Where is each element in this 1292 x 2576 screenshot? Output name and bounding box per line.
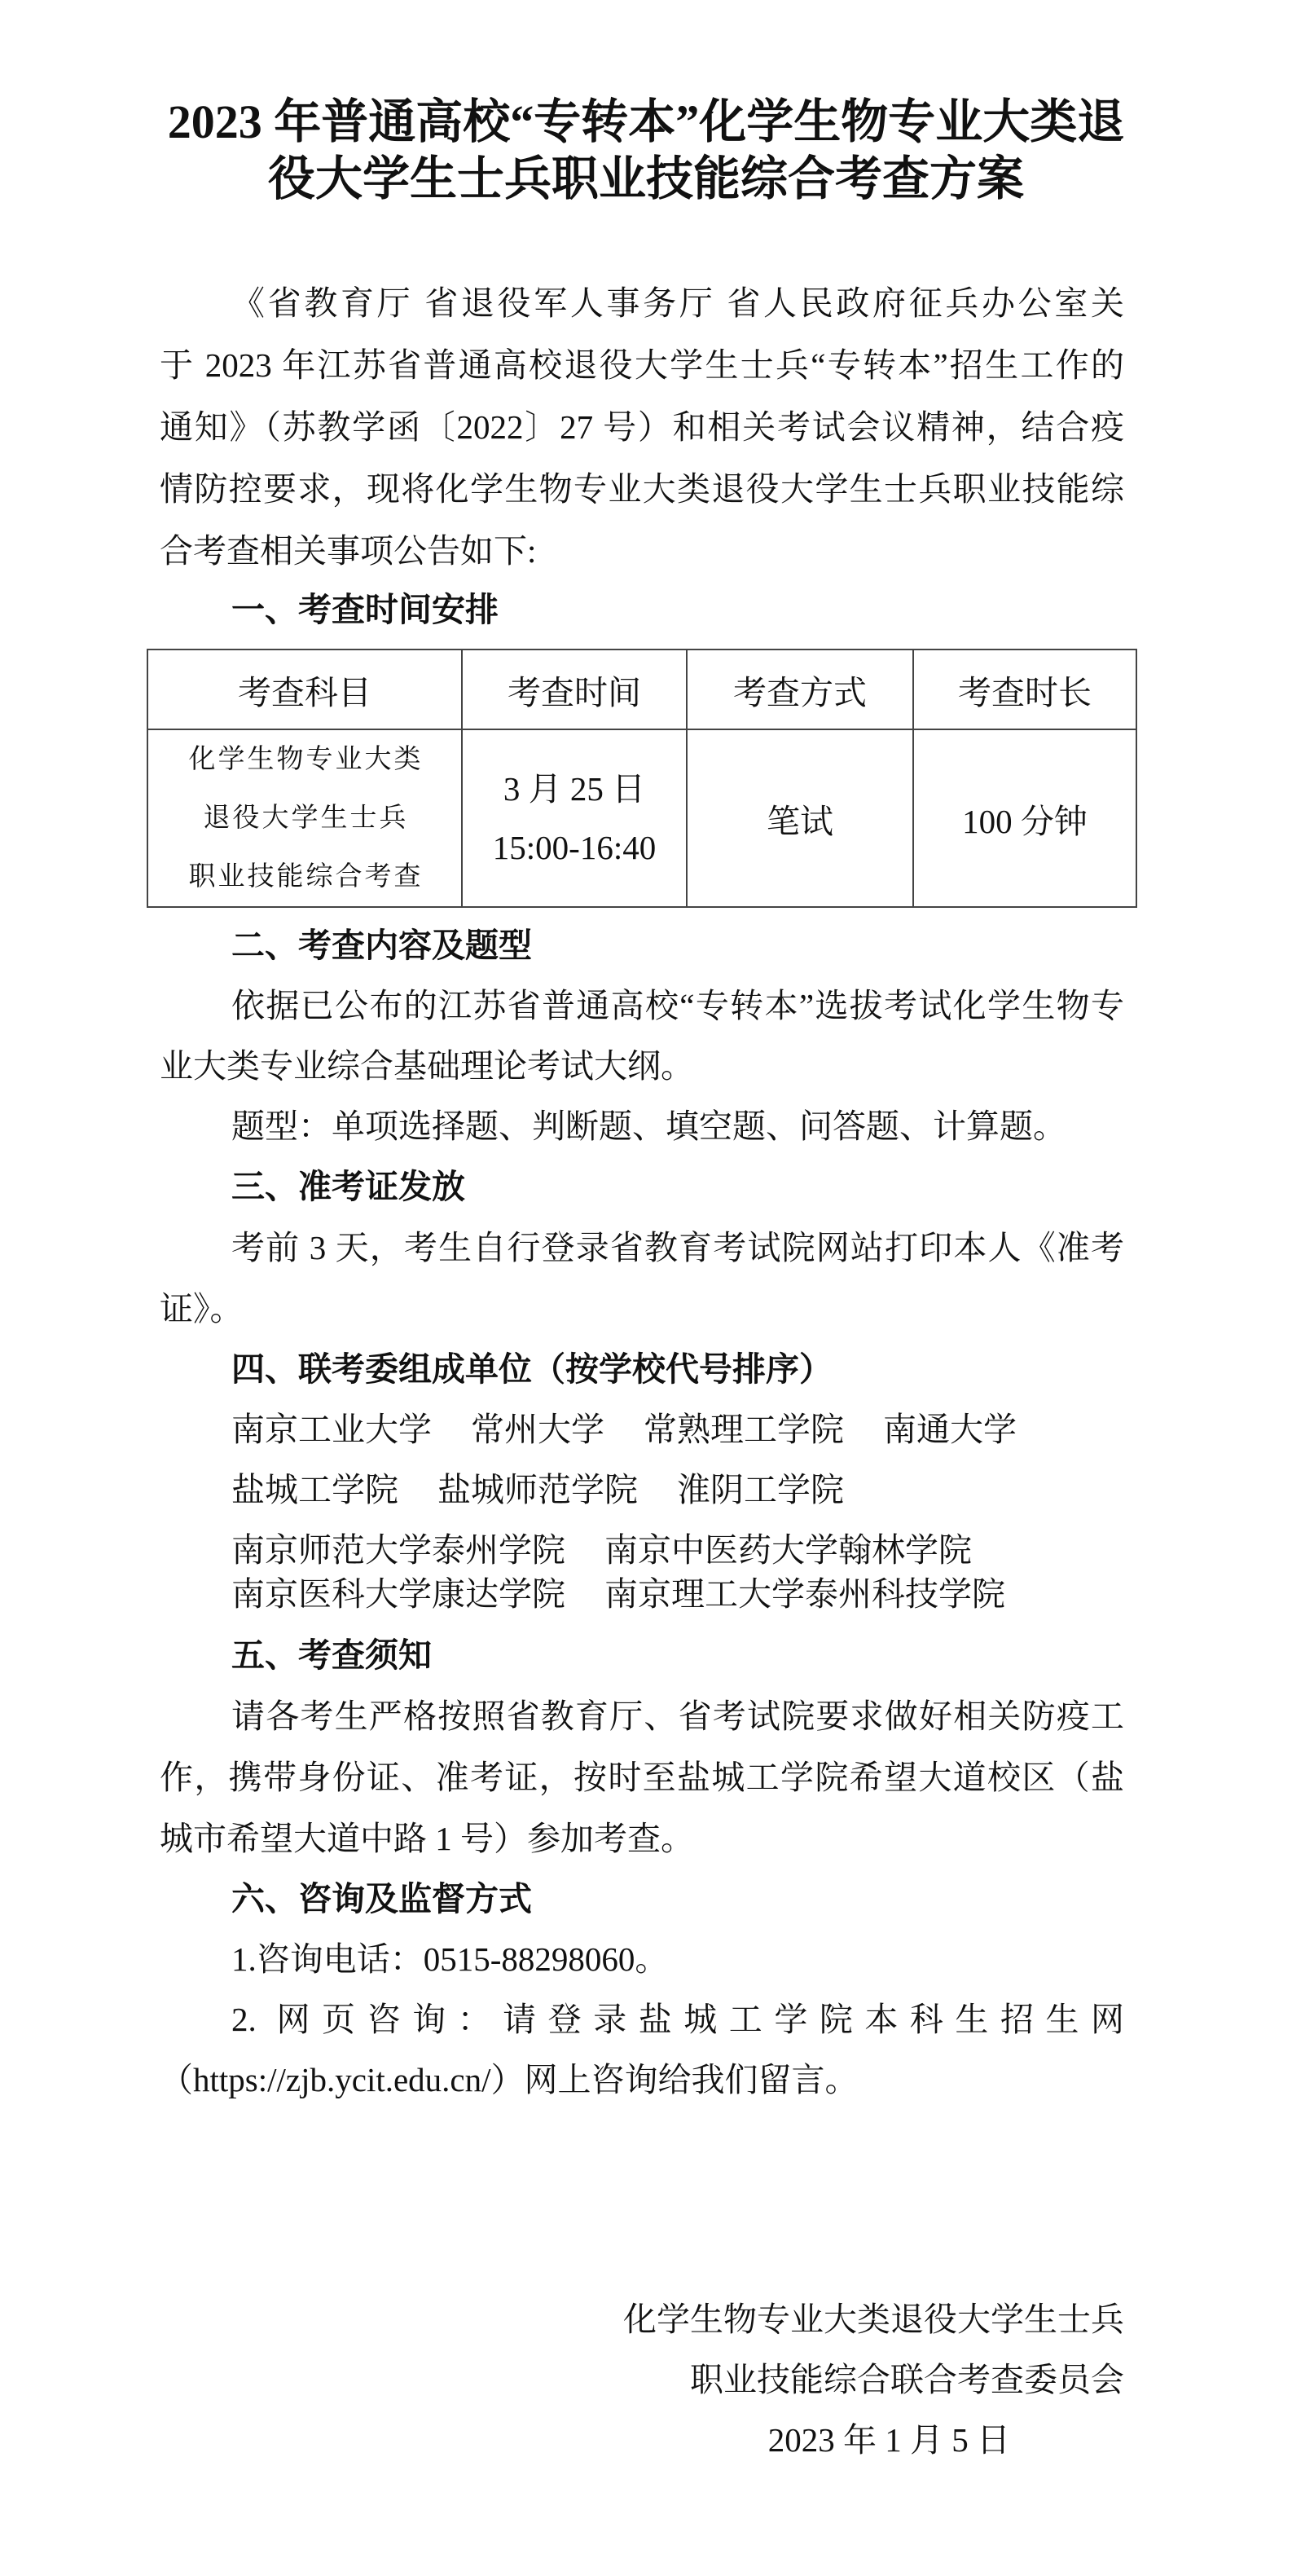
unit-name: 常州大学 — [471, 1411, 604, 1448]
cell-time — [462, 729, 687, 907]
unit-name: 南京中医药大学翰林学院 — [604, 1531, 972, 1569]
section-units — [160, 1339, 1124, 1624]
unit-name: 盐城师范学院 — [437, 1471, 638, 1508]
unit-name: 常熟理工学院 — [644, 1411, 844, 1448]
issuer-line-1: 化学生物专业大类退役大学生士兵 — [623, 2301, 1124, 2338]
intro-line-4: 情防控要求，现将化学生物专业大类退役大学生士兵职业技能综 — [160, 470, 1124, 508]
admission-line-2: 证》。 — [160, 1290, 244, 1328]
cell-subject — [147, 729, 462, 907]
table-header-row — [147, 650, 1136, 729]
unit-name: 南通大学 — [883, 1411, 1017, 1448]
contact-url-line: （https://zjb.ycit.edu.cn/）网上咨询给我们留言。 — [160, 2061, 859, 2098]
subject-line-2: 退役大学生士兵 — [203, 804, 409, 833]
section-admission-ticket — [160, 1156, 1124, 1340]
unit-name: 南京医科大学康达学院 — [231, 1575, 565, 1613]
header-subject: 考查科目 — [147, 650, 462, 729]
issuer-line-2: 职业技能综合联合考查委员会 — [690, 2361, 1124, 2398]
issue-date: 2023 年 1 月 5 日 — [767, 2421, 1010, 2459]
unit-name: 盐城工学院 — [231, 1471, 398, 1508]
section-heading-contact: 六、咨询及监督方式 — [231, 1880, 532, 1918]
content-line-1: 依据已公布的江苏省普通高校“专转本”选拔考试化学生物专 — [231, 987, 1124, 1024]
section-heading-units: 四、联考委组成单位（按学校代号排序） — [231, 1350, 833, 1388]
header-method: 考查方式 — [687, 650, 913, 729]
unit-name: 淮阴工学院 — [677, 1471, 844, 1508]
content-line-2: 业大类专业综合基础理论考试大纲。 — [160, 1047, 694, 1085]
unit-name: 南京工业大学 — [231, 1411, 432, 1448]
section-heading-admission: 三、准考证发放 — [231, 1168, 465, 1205]
document-title — [81, 94, 1211, 208]
contact-web-line: 2. 网页咨询：请登录盐城工学院本科生招生网 — [231, 2001, 1124, 2038]
header-time: 考查时间 — [462, 650, 687, 729]
contact-phone-line: 1.咨询电话：0515-88298060。 — [231, 1940, 669, 1978]
intro-paragraph — [160, 272, 1124, 582]
intro-line-5: 合考查相关事项公告如下: — [160, 532, 537, 570]
intro-line-2: 于 2023 年江苏省普通高校退役大学生士兵“专转本”招生工作的 — [160, 346, 1124, 384]
cell-method: 笔试 — [687, 729, 913, 907]
intro-line-3: 通知》（苏教学函〔2022〕27 号）和相关考试会议精神，结合疫 — [160, 408, 1124, 446]
section-schedule — [160, 579, 1124, 640]
subject-line-3: 职业技能综合考查 — [188, 862, 424, 892]
title-line-2: 役大学生士兵职业技能综合考查方案 — [267, 152, 1024, 205]
section-heading-notice: 五、考查须知 — [231, 1636, 432, 1674]
table-row — [147, 729, 1136, 907]
cell-duration: 100 分钟 — [913, 729, 1136, 907]
section-contact — [160, 1869, 1124, 2110]
section-heading-content: 二、考查内容及题型 — [231, 927, 532, 964]
time-range: 15:00-16:40 — [492, 829, 657, 866]
section-heading-schedule: 一、考查时间安排 — [231, 591, 499, 628]
time-date: 3 月 25 日 — [503, 770, 646, 808]
section-content — [160, 915, 1124, 1156]
question-types-line: 题型：单项选择题、判断题、填空题、问答题、计算题。 — [231, 1107, 1066, 1145]
header-duration: 考查时长 — [913, 650, 1136, 729]
admission-line-1: 考前 3 天，考生自行登录省教育考试院网站打印本人《准考 — [231, 1229, 1124, 1266]
notice-line-3: 城市希望大道中路 1 号）参加考查。 — [160, 1820, 694, 1857]
notice-line-2: 作，携带身份证、准考证，按时至盐城工学院希望大道校区（盐 — [160, 1759, 1124, 1796]
units-row-1 — [160, 1399, 1124, 1460]
subject-line-1: 化学生物专业大类 — [188, 745, 424, 774]
schedule-table — [147, 649, 1137, 908]
signature-block — [160, 2289, 1124, 2470]
units-row-4 — [160, 1564, 1124, 1624]
intro-line-1: 《省教育厅 省退役军人事务厅 省人民政府征兵办公室关 — [231, 284, 1124, 322]
units-row-2 — [160, 1460, 1124, 1520]
title-line-1: 2023 年普通高校“专转本”化学生物专业大类退 — [167, 95, 1125, 148]
notice-line-1: 请各考生严格按照省教育厅、省考试院要求做好相关防疫工 — [231, 1698, 1124, 1735]
section-notice — [160, 1625, 1124, 1869]
unit-name: 南京师范大学泰州学院 — [231, 1531, 565, 1569]
unit-name: 南京理工大学泰州科技学院 — [604, 1575, 1005, 1613]
